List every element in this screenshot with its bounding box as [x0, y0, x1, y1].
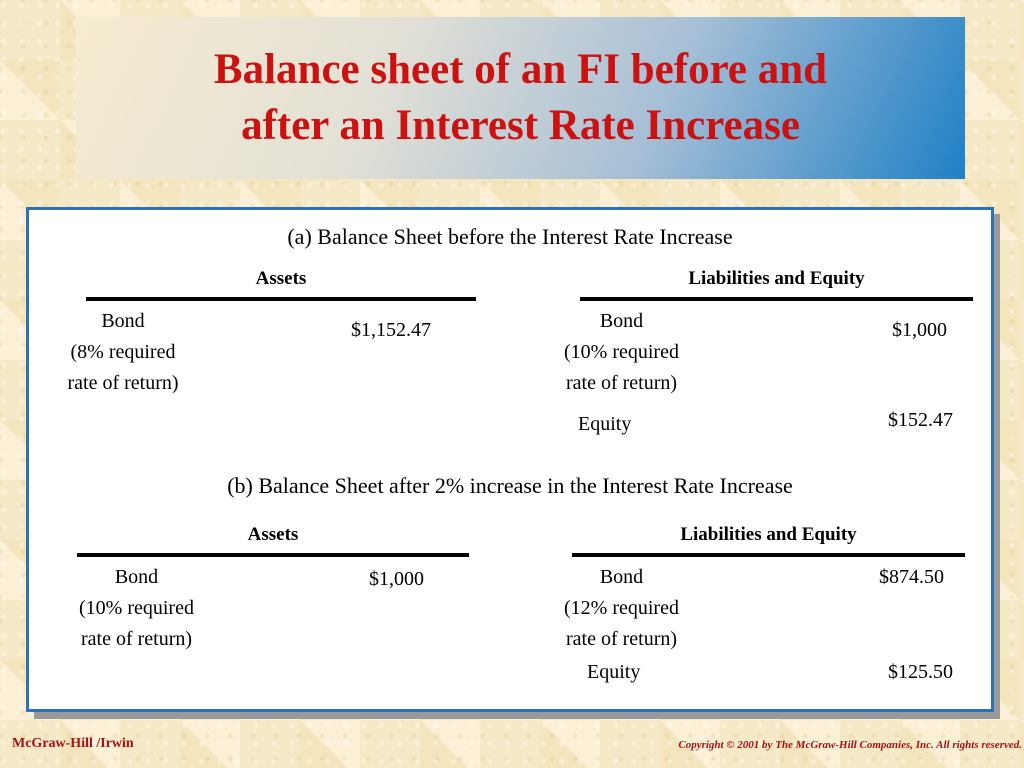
section-b-asset-bond-value: $1,000 — [369, 568, 424, 590]
section-b-equity-label: Equity — [587, 661, 641, 683]
liability-bond-suffix: rate of return) — [565, 372, 678, 394]
asset-bond-rate: (8% required — [70, 341, 176, 363]
liability-bond-name: Bond — [599, 566, 644, 588]
section-b-liabilities-header: Liabilities and Equity — [680, 524, 857, 545]
section-a-asset-bond-value: $1,152.47 — [351, 319, 431, 341]
asset-bond-name: Bond — [101, 310, 145, 332]
section-a-equity-value: $152.47 — [888, 409, 953, 431]
title-banner — [76, 17, 965, 179]
section-a-asset-bond — [43, 306, 203, 399]
section-a-liabilities-header: Liabilities and Equity — [688, 268, 865, 289]
section-a-assets-rule — [86, 297, 476, 301]
section-a-liability-bond-value: $1,000 — [892, 319, 947, 341]
section-b-liability-bond — [539, 562, 704, 655]
liability-bond-rate: (10% required — [564, 341, 679, 363]
publisher-label: McGraw-Hill /Irwin — [12, 736, 134, 751]
slide-title — [214, 42, 827, 154]
section-b-equity-value: $125.50 — [888, 661, 953, 683]
section-b-asset-bond — [54, 562, 219, 655]
balance-sheet-panel — [26, 207, 994, 712]
asset-bond-suffix: rate of return) — [67, 372, 179, 394]
asset-bond-rate: (10% required — [79, 597, 194, 619]
section-b-liability-bond-value: $874.50 — [879, 566, 944, 588]
liability-bond-suffix: rate of return) — [565, 628, 678, 650]
copyright-notice: Copyright © 2001 by The McGraw-Hill Companies, Inc. All rights reserved. — [678, 739, 1022, 751]
liability-bond-rate: (12% required — [564, 597, 679, 619]
section-b-title: (b) Balance Sheet after 2% increase in the Interest Rate Increase — [227, 473, 793, 498]
section-b-assets-header: Assets — [247, 524, 299, 545]
section-a-equity-label: Equity — [578, 413, 632, 435]
section-a-liability-bond — [539, 306, 704, 399]
section-b-assets-rule — [77, 553, 469, 557]
section-a-title: (a) Balance Sheet before the Interest Rate Increase — [287, 224, 733, 249]
asset-bond-suffix: rate of return) — [80, 628, 193, 650]
section-a-assets-header: Assets — [255, 268, 307, 289]
title-line-2: after an Interest Rate Increase — [241, 102, 800, 149]
section-a-liabilities-rule — [580, 297, 973, 301]
liability-bond-name: Bond — [599, 310, 644, 332]
section-b-liabilities-rule — [572, 553, 965, 557]
asset-bond-name: Bond — [114, 566, 159, 588]
title-line-1: Balance sheet of an FI before and — [213, 46, 828, 93]
